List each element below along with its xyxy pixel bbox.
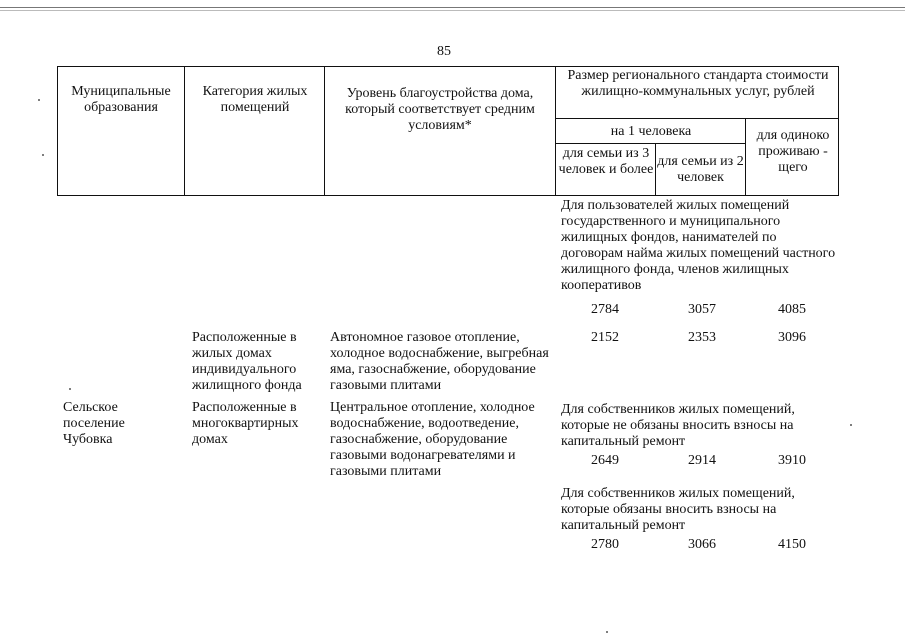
table-border-top [57,66,839,67]
group3-value-family2: 3066 [688,537,716,552]
group3-heading: Для собственников жилых помещений, которые обязаны вносить взносы на капитальный ремонт [561,486,795,533]
header-level: Уровень благоустройства дома, который соответствует средним условиям* [345,86,535,133]
column-divider [745,118,746,196]
group1-heading: Для пользователей жилых помещений государственного и муниципального жилищных фондов, нанимателей по договорам найма жилых помещений частного жилищного фонда, членов жилищных кооперативов [561,198,836,293]
column-divider [324,66,325,196]
private-value-family2: 2353 [688,330,716,345]
group2-value-family2: 2914 [688,453,716,468]
header-per-person: на 1 человека [610,124,692,139]
group2-heading: Для собственников жилых помещений, которые не обязаны вносить взносы на капитальный ремонт [561,402,795,449]
private-value-family3: 2152 [591,330,619,345]
scan-speck [38,99,40,101]
group3-value-single: 4150 [778,537,806,552]
level-apartment-buildings: Центральное отопление, холодное водоснабжение, водоотведение, газоснабжение, оборудование газовыми водонагревателями и газовыми плитами [330,400,535,479]
group1-value-family3: 2784 [591,302,619,317]
table-border-left [57,66,58,196]
private-value-single: 3096 [778,330,806,345]
column-divider [555,66,556,196]
group1-value-family2: 3057 [688,302,716,317]
column-divider [184,66,185,196]
scan-edge-line [0,7,905,8]
group2-value-single: 3910 [778,453,806,468]
scan-speck [69,388,71,390]
page-number: 85 [437,44,451,59]
subheader-divider [555,118,838,119]
scan-speck [42,154,44,156]
municipality-name: Сельское поселение Чубовка [63,400,125,447]
level-private-houses: Автономное газовое отопление, холодное водоснабжение, выгребная яма, газоснабжение, оборудование газовыми плитами [330,330,549,393]
category-private-houses: Расположенные в жилых домах индивидуального жилищного фонда [192,330,302,393]
header-family3: для семьи из 3 человек и более [558,146,654,177]
header-single: для одиноко проживаю - щего [756,128,830,175]
header-family2: для семьи из 2 человек [657,154,744,185]
header-standard: Размер регионального стандарта стоимости жилищно-коммунальных услуг, рублей [567,68,829,99]
table-border-right [838,66,839,196]
category-apartment-buildings: Расположенные в многоквартирных домах [192,400,299,447]
scan-edge-line [0,10,905,11]
subheader-divider [555,143,745,144]
header-category: Категория жилых помещений [202,84,308,115]
scan-speck [606,631,608,633]
group2-value-family3: 2649 [591,453,619,468]
table-border-bottom [57,195,839,196]
group1-value-single: 4085 [778,302,806,317]
header-municipality: Муниципальные образования [71,84,171,115]
group3-value-family3: 2780 [591,537,619,552]
scan-speck [850,424,852,426]
column-divider [655,143,656,196]
